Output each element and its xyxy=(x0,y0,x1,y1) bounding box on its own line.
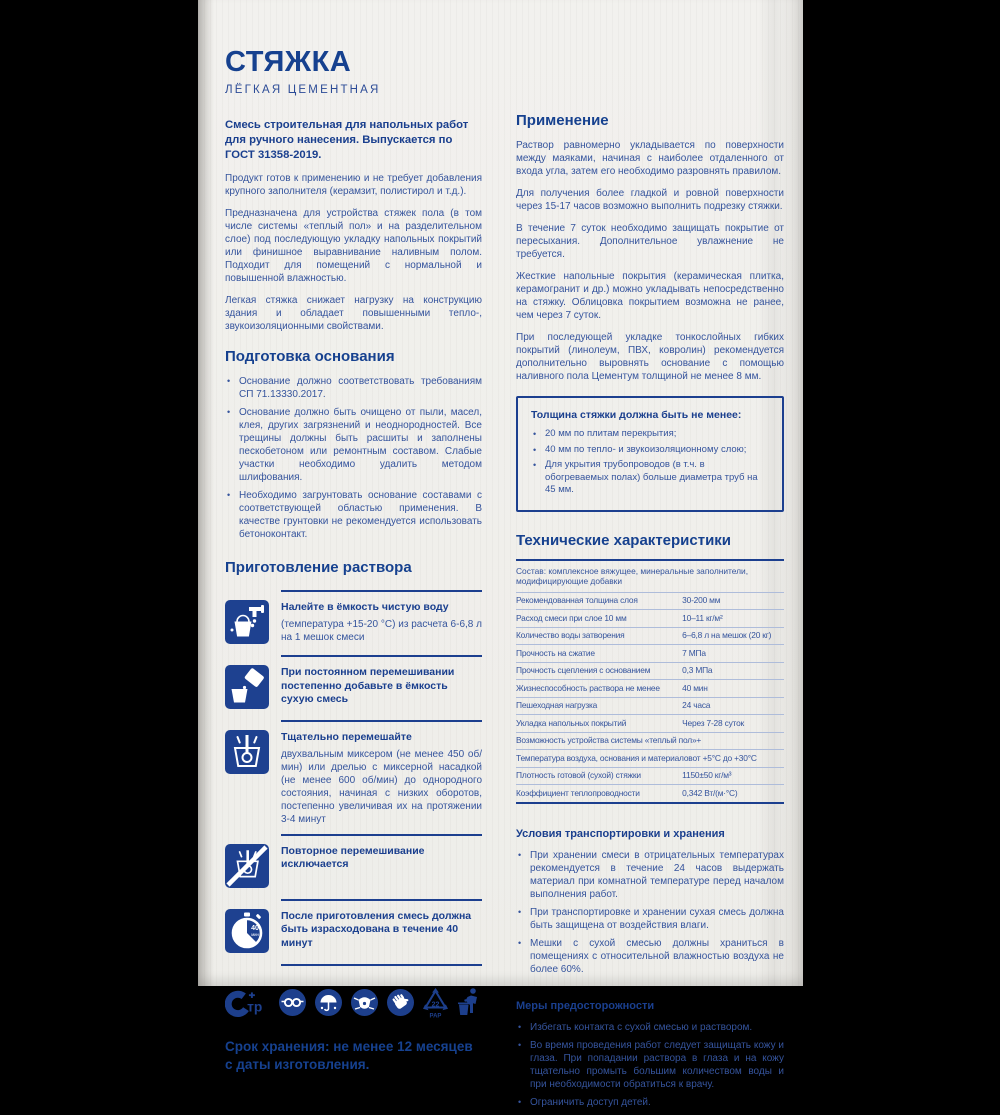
intro-paragraph: Легкая стяжка снижает нагрузку на конструкцию здания и обладает повышенными тепло-, звукоизоляционными свойствами. xyxy=(225,295,482,332)
list-item: • Для укрытия трубопроводов (в т.ч. в обогреваемых полах) больше диаметра труб на 45 мм. xyxy=(531,459,769,497)
spec-label: Температура воздуха, основания и материалов xyxy=(516,752,693,763)
intro-bold-text: Смесь строительная для напольных работ для ручного нанесения. Выпускается по ГОСТ 31358-2019. xyxy=(225,119,469,161)
timer-unit: мин xyxy=(251,931,259,937)
mixing-step-4 xyxy=(225,834,482,899)
list-item: • Ограничить доступ детей. xyxy=(516,1096,784,1109)
respirator-icon xyxy=(350,988,379,1017)
mixing-step-text xyxy=(281,655,482,720)
step-title: Тщательно перемешайте xyxy=(281,731,412,743)
spec-label: Рекомендованная толщина слоя xyxy=(516,595,638,605)
spec-label: Возможность устройства системы «теплый пол» xyxy=(516,735,697,745)
timer-value: 40 xyxy=(251,924,259,932)
thickness-requirements-box xyxy=(516,396,784,512)
spec-value: 30-200 мм xyxy=(682,595,721,605)
precautions-list xyxy=(516,1021,784,1109)
tidyman-icon xyxy=(456,987,482,1018)
thickness-box-title: Толщина стяжки должна быть не менее: xyxy=(531,409,742,421)
table-row xyxy=(516,663,784,681)
recycle-pap-icon xyxy=(422,986,449,1020)
table-row xyxy=(516,698,784,716)
specs-table xyxy=(516,559,784,804)
list-item: • Основание должно быть очищено от пыли, масел, клея, других загрязнений и неоднородностей. Все трещины должны быть расшиты и заполнены пескобетоном или ремонтным составом. Слабые участки необходимо удалить методом шлифования. xyxy=(225,406,482,484)
step-detail: (температура +15-20 °С) из расчета 6-6,8 л на 1 мешок смеси xyxy=(281,618,482,643)
product-subtitle: ЛЁГКАЯ ЦЕМЕНТНАЯ xyxy=(225,84,381,96)
intro-paragraph: Предназначена для устройства стяжек пола (в том числе системы «теплый пол» и на разделительном слое) под последующую укладку напольных покрытий или финишное выравнивание наливным полом. Подходит для помещений с нормальной и повышенной влажностью. xyxy=(225,208,482,284)
section-heading-mixing: Приготовление раствора xyxy=(225,559,412,576)
table-row xyxy=(516,733,784,751)
mixing-step-text xyxy=(281,590,482,655)
spec-label: Прочность на сжатие xyxy=(516,647,595,658)
str-certification-icon xyxy=(225,988,271,1018)
goggles-icon xyxy=(278,988,307,1017)
spec-value: 24 часа xyxy=(682,700,711,710)
certification-icons-row xyxy=(225,986,482,1020)
cement-bag-label xyxy=(198,0,803,1108)
application-paragraph: В течение 7 суток необходимо защищать покрытие от пересыхания. Дополнительное увлажнение не требуется. xyxy=(516,223,784,260)
section-heading-preparation: Подготовка основания xyxy=(225,348,395,365)
step-detail: двухвальным миксером (не менее 450 об/мин) или дрелью с миксерной насадкой (не менее 600 об/мин) до однородного состояния, начиная с низких оборотов, постепенно увеличивая их на протяжении 3-4 минут xyxy=(281,748,482,825)
spec-value: 40 мин xyxy=(682,682,708,693)
table-row xyxy=(516,750,784,768)
table-row xyxy=(516,715,784,733)
list-item: • 20 мм по плитам перекрытия; xyxy=(531,428,769,441)
list-item: • Необходимо загрунтовать основание составами с соответствующей областью применения. В качестве грунтовки не рекомендуется использовать бетоноконтакт. xyxy=(225,489,482,541)
mixing-step-text xyxy=(281,899,482,966)
spec-value: 7 МПа xyxy=(682,647,706,658)
recycle-code: 22 xyxy=(431,1001,440,1008)
subheading-storage: Условия транспортировки и хранения xyxy=(516,827,725,840)
spec-value: 0,342 Вт/(м·°С) xyxy=(682,787,738,798)
recycle-material: PAP xyxy=(429,1013,442,1019)
spec-label: Плотность готовой (сухой) стяжки xyxy=(516,770,641,780)
mixing-step-1 xyxy=(225,590,482,655)
table-row xyxy=(516,610,784,628)
step-title: При постоянном перемешивании постепенно добавьте в ёмкость сухую смесь xyxy=(281,666,455,705)
list-item: • При хранении смеси в отрицательных температурах рекомендуется в течение 24 часов выдержать материал при комнатной температуре перед началом выполнения работ. xyxy=(516,849,784,901)
list-item: • Избегать контакта с сухой смесью и раствором. xyxy=(516,1021,784,1034)
spec-label: Укладка напольных покрытий xyxy=(516,717,627,728)
application-paragraph: Жесткие напольные покрытия (керамическая плитка, керамогранит и др.) можно укладывать непосредственно на стяжку. Облицовка покрытием возможна не ранее, чем через 7 суток. xyxy=(516,271,784,321)
mixer-bucket-icon xyxy=(225,730,269,774)
mixing-step-2 xyxy=(225,655,482,720)
keep-dry-umbrella-icon xyxy=(314,988,343,1017)
mixing-steps xyxy=(225,590,482,966)
spec-value: 10–11 кг/м² xyxy=(682,612,723,623)
spec-label: Расход смеси при слое 10 мм xyxy=(516,612,627,623)
spec-label: Прочность сцепления с основанием xyxy=(516,665,651,675)
spec-label: Количество воды затворения xyxy=(516,630,625,640)
section-heading-application: Применение xyxy=(516,112,609,129)
pour-dry-mix-bucket-icon xyxy=(225,665,269,709)
timer-40-min-icon xyxy=(225,909,269,953)
table-row xyxy=(516,593,784,611)
list-item: • Во время проведения работ следует защищать кожу и глаза. При попадании раствора в глаза и на кожу тщательно промыть большим количеством воды и при необходимости обратиться к врачу. xyxy=(516,1039,784,1091)
spec-value: 1150±50 кг/м³ xyxy=(682,770,732,780)
spec-value: от +5°С до +30°С xyxy=(692,752,757,763)
mixing-step-3 xyxy=(225,720,482,834)
str-mark-letters: тр xyxy=(247,998,263,1014)
spec-value: 6–6,8 л на мешок (20 кг) xyxy=(682,630,772,640)
left-column xyxy=(225,0,482,1074)
application-paragraph: Для получения более гладкой и ровной поверхности через 15-17 часов возможно выполнить подрезку стяжки. xyxy=(516,188,784,212)
product-title: СТЯЖКА xyxy=(225,46,352,78)
thickness-list xyxy=(531,428,769,497)
spec-label: Жизнеспособность раствора не менее xyxy=(516,682,660,693)
water-tap-bucket-icon xyxy=(225,600,269,644)
mixing-step-5 xyxy=(225,899,482,966)
list-item: • Основание должно соответствовать требованиям СП 71.13330.2017. xyxy=(225,375,482,401)
table-row xyxy=(516,768,784,786)
spec-label: Пешеходная нагрузка xyxy=(516,700,598,710)
shelf-life-text: Срок хранения: не менее 12 месяцев с даты изготовления. xyxy=(225,1038,473,1072)
application-paragraph: Раствор равномерно укладывается по поверхности между маяками, начиная с наиболее отдаленного от входа угла, затем его необходимо разровнять правилом. xyxy=(516,140,784,177)
spec-label: Коэффициент теплопроводности xyxy=(516,787,640,798)
spec-value: Через 7-28 суток xyxy=(682,717,745,728)
gloves-icon xyxy=(386,988,415,1017)
right-column xyxy=(516,0,784,1115)
list-item: • 40 мм по тепло- и звукоизоляционному слою; xyxy=(531,444,769,457)
step-title: Налейте в ёмкость чистую воду xyxy=(281,601,449,613)
application-paragraph: При последующей укладке тонкослойных гибких покрытий (линолеум, ПВХ, ковролин) рекомендуется дополнительно выровнять основание с помощью наливного пола Цементум толщиной не менее 8 мм. xyxy=(516,332,784,382)
mixing-step-text xyxy=(281,834,482,899)
step-title: Повторное перемешивание исключается xyxy=(281,844,425,870)
table-row xyxy=(516,645,784,663)
intro-paragraph: Продукт готов к применению и не требует добавления крупного заполнителя (керамзит, полистирол и т.д.). xyxy=(225,173,482,197)
specs-composition: Состав: комплексное вяжущее, минеральные заполнители, модифицирующие добавки xyxy=(516,561,784,593)
table-row xyxy=(516,785,784,802)
storage-list xyxy=(516,849,784,976)
step-title: После приготовления смесь должна быть израсходована в течение 40 минут xyxy=(281,909,472,949)
list-item: • При транспортировке и хранении сухая смесь должна быть защищена от воздействия влаги. xyxy=(516,906,784,932)
section-heading-specs: Технические характеристики xyxy=(516,531,732,549)
preparation-list xyxy=(225,375,482,541)
table-row xyxy=(516,628,784,646)
mixing-step-text xyxy=(281,720,482,834)
subheading-precautions: Меры предосторожности xyxy=(516,999,655,1012)
no-remix-icon xyxy=(225,844,269,888)
table-row xyxy=(516,680,784,698)
spec-value: + xyxy=(696,735,702,745)
spec-value: 0,3 МПа xyxy=(682,665,713,675)
list-item: • Мешки с сухой смесью должны храниться в помещениях с относительной влажностью воздуха не более 60%. xyxy=(516,937,784,976)
